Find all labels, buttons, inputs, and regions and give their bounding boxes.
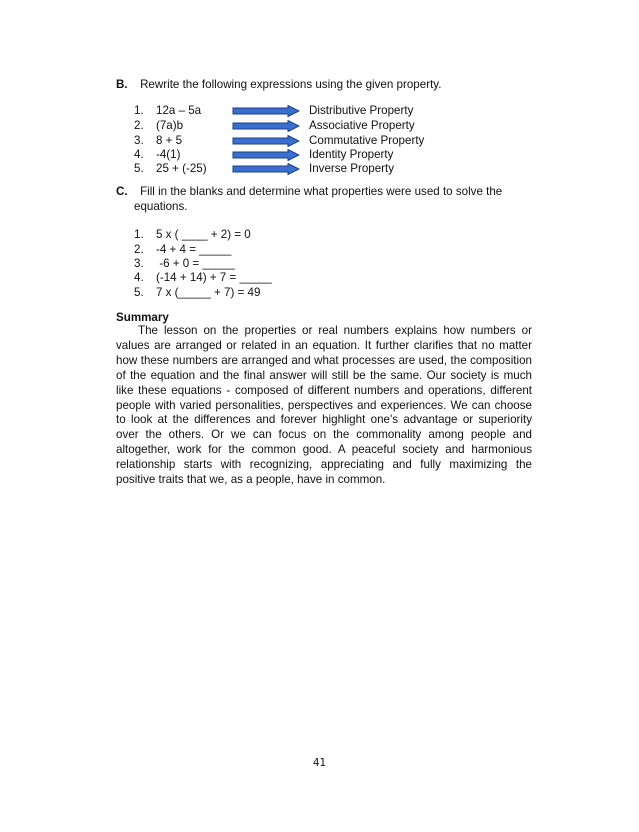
section-c-letter: C. bbox=[116, 185, 128, 198]
item-equation: 7 x (_____ + 7) = 49 bbox=[156, 286, 261, 299]
page-number: 41 bbox=[312, 757, 327, 769]
section-b-instruction: Rewrite the following expressions using the given property. bbox=[140, 78, 442, 91]
item-equation: (-14 + 14) + 7 = _____ bbox=[156, 271, 272, 284]
section-b-letter: B. bbox=[116, 78, 128, 91]
section-c-instruction: Fill in the blanks and determine what properties were used to solve the bbox=[140, 185, 503, 198]
item-property: Associative Property bbox=[309, 119, 415, 132]
item-number: 4. bbox=[134, 271, 144, 284]
item-expression: 25 + (-25) bbox=[156, 162, 207, 175]
item-property: Distributive Property bbox=[309, 104, 414, 117]
item-equation: -6 + 0 = _____ bbox=[156, 257, 235, 270]
right-arrow-icon bbox=[232, 163, 300, 175]
item-expression: (7a)b bbox=[156, 119, 184, 132]
item-property: Inverse Property bbox=[309, 162, 395, 175]
item-expression: -4(1) bbox=[156, 148, 181, 161]
right-arrow-icon bbox=[232, 120, 300, 132]
item-number: 3. bbox=[134, 134, 144, 147]
item-expression: 8 + 5 bbox=[156, 134, 183, 147]
right-arrow-icon bbox=[232, 135, 300, 147]
item-equation: -4 + 4 = _____ bbox=[156, 243, 232, 256]
item-equation: 5 x ( ____ + 2) = 0 bbox=[156, 228, 251, 241]
item-property: Commutative Property bbox=[309, 134, 425, 147]
item-number: 2. bbox=[134, 119, 144, 132]
item-number: 1. bbox=[134, 104, 144, 117]
item-expression: 12a – 5a bbox=[156, 104, 202, 117]
summary-text: The lesson on the properties or real numbers explains how numbers or values are arranged or related in an equation. It further clarifies that no matter how these numbers are arranged and what processes are used, the composition of the equation and the final answer will still be the same. Our society is much like these equations - composed of different numbers and operations, different people with varied personalities, perspectives and experiences. We can choose to look at the differences and forever highlight one's advantage or superiority over the others. Or we can focus on the commonality among people and altogether, work for the common good. A peaceful society and harmonious relationship starts with recognizing, appreciating and fully maximizing the positive traits that we, as a people, have in common. bbox=[116, 324, 532, 487]
summary-paragraph bbox=[116, 324, 532, 488]
item-number: 1. bbox=[134, 228, 144, 241]
section-c-instruction-cont: equations. bbox=[134, 200, 188, 213]
section-b-heading bbox=[116, 77, 441, 92]
item-number: 3. bbox=[134, 257, 144, 270]
item-number: 4. bbox=[134, 148, 144, 161]
right-arrow-icon bbox=[232, 105, 300, 117]
summary-title: Summary bbox=[116, 311, 169, 324]
right-arrow-icon bbox=[232, 149, 300, 161]
item-property: Identity Property bbox=[309, 148, 394, 161]
section-c-heading bbox=[116, 184, 502, 199]
item-number: 2. bbox=[134, 243, 144, 256]
item-number: 5. bbox=[134, 162, 144, 175]
item-number: 5. bbox=[134, 286, 144, 299]
